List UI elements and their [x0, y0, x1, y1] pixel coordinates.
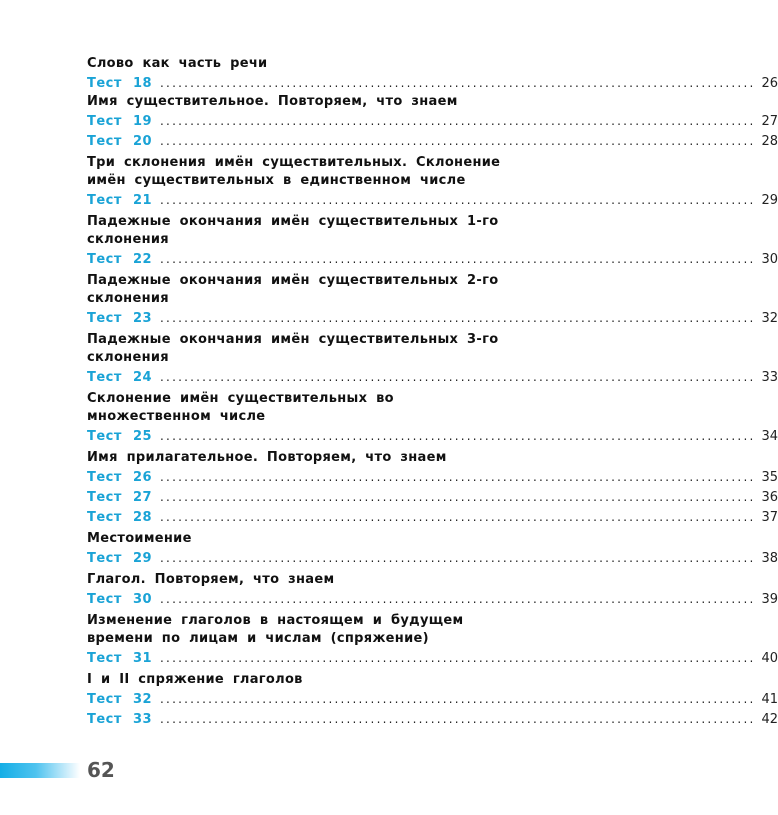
dot-leader: ................................................................................................... — [160, 370, 756, 384]
page-ref: 33 — [761, 370, 778, 385]
test-label: Тест 28 — [87, 510, 153, 525]
test-label: Тест 23 — [87, 311, 153, 326]
test-label: Тест 25 — [87, 429, 153, 444]
page-ref: 35 — [761, 470, 778, 485]
toc-entry — [87, 709, 778, 729]
dot-leader: ................................................................................................... — [160, 429, 756, 443]
section-title: Местоимение — [87, 531, 192, 546]
footer-accent-bar — [0, 763, 80, 778]
dot-leader: ................................................................................................... — [160, 510, 756, 524]
page-ref: 27 — [761, 114, 778, 129]
section-title: Глагол. Повторяем, что знаем — [87, 572, 335, 587]
toc-entry — [87, 190, 778, 210]
dot-leader: ................................................................................................... — [160, 712, 756, 726]
dot-leader: ................................................................................................... — [160, 592, 756, 606]
page-ref: 38 — [761, 551, 778, 566]
section-title: Три склонения имён существительных. Склонение имён существительных в единственном числе — [87, 155, 501, 188]
test-label: Тест 24 — [87, 370, 153, 385]
page-ref: 26 — [761, 76, 778, 91]
page-ref: 41 — [761, 692, 778, 707]
section-title: Падежные окончания имён существительных 1-го склонения — [87, 214, 499, 247]
page-number: 62 — [87, 758, 115, 782]
dot-leader: ................................................................................................... — [160, 311, 756, 325]
test-label: Тест 22 — [87, 252, 153, 267]
toc-entry — [87, 111, 778, 131]
toc-entry — [87, 589, 778, 609]
page-ref: 42 — [761, 712, 778, 727]
page-ref: 40 — [761, 651, 778, 666]
toc-entry — [87, 648, 778, 668]
section-title: Слово как часть речи — [87, 56, 268, 71]
test-label: Тест 20 — [87, 134, 153, 149]
page-ref: 28 — [761, 134, 778, 149]
test-label: Тест 30 — [87, 592, 153, 607]
toc-entry — [87, 367, 778, 387]
toc-entry — [87, 689, 778, 709]
toc-entry — [87, 308, 778, 328]
section-title: Падежные окончания имён существительных 3-го склонения — [87, 332, 499, 365]
section-title: Изменение глаголов в настоящем и будущем времени по лицам и числам (спряжение) — [87, 613, 464, 646]
test-label: Тест 32 — [87, 692, 153, 707]
dot-leader: ................................................................................................... — [160, 134, 756, 148]
test-label: Тест 29 — [87, 551, 153, 566]
page-ref: 39 — [761, 592, 778, 607]
toc-entry — [87, 131, 778, 151]
toc-entry — [87, 73, 778, 93]
test-label: Тест 18 — [87, 76, 153, 91]
toc-entry — [87, 467, 778, 487]
dot-leader: ................................................................................................... — [160, 551, 756, 565]
page-ref: 34 — [761, 429, 778, 444]
toc-entry — [87, 426, 778, 446]
dot-leader: ................................................................................................... — [160, 490, 756, 504]
section-title: Падежные окончания имён существительных 2-го склонения — [87, 273, 499, 306]
test-label: Тест 33 — [87, 712, 153, 727]
test-label: Тест 21 — [87, 193, 153, 208]
toc-entry — [87, 548, 778, 568]
section-title: I и II спряжение глаголов — [87, 672, 303, 687]
page-ref: 36 — [761, 490, 778, 505]
page-ref: 37 — [761, 510, 778, 525]
toc-entry — [87, 507, 778, 527]
page-ref: 30 — [761, 252, 778, 267]
dot-leader: ................................................................................................... — [160, 651, 756, 665]
section-title: Имя существительное. Повторяем, что знаем — [87, 94, 458, 109]
dot-leader: ................................................................................................... — [160, 114, 756, 128]
test-label: Тест 26 — [87, 470, 153, 485]
section-title: Склонение имён существительных во множественном числе — [87, 391, 394, 424]
dot-leader: ................................................................................................... — [160, 193, 756, 207]
toc-entry — [87, 487, 778, 507]
page-ref: 29 — [761, 193, 778, 208]
dot-leader: ................................................................................................... — [160, 470, 756, 484]
section-title: Имя прилагательное. Повторяем, что знаем — [87, 450, 447, 465]
test-label: Тест 19 — [87, 114, 153, 129]
test-label: Тест 31 — [87, 651, 153, 666]
table-of-contents — [87, 55, 778, 729]
test-label: Тест 27 — [87, 490, 153, 505]
toc-entry — [87, 249, 778, 269]
page-ref: 32 — [761, 311, 778, 326]
dot-leader: ................................................................................................... — [160, 76, 756, 90]
dot-leader: ................................................................................................... — [160, 692, 756, 706]
dot-leader: ................................................................................................... — [160, 252, 756, 266]
